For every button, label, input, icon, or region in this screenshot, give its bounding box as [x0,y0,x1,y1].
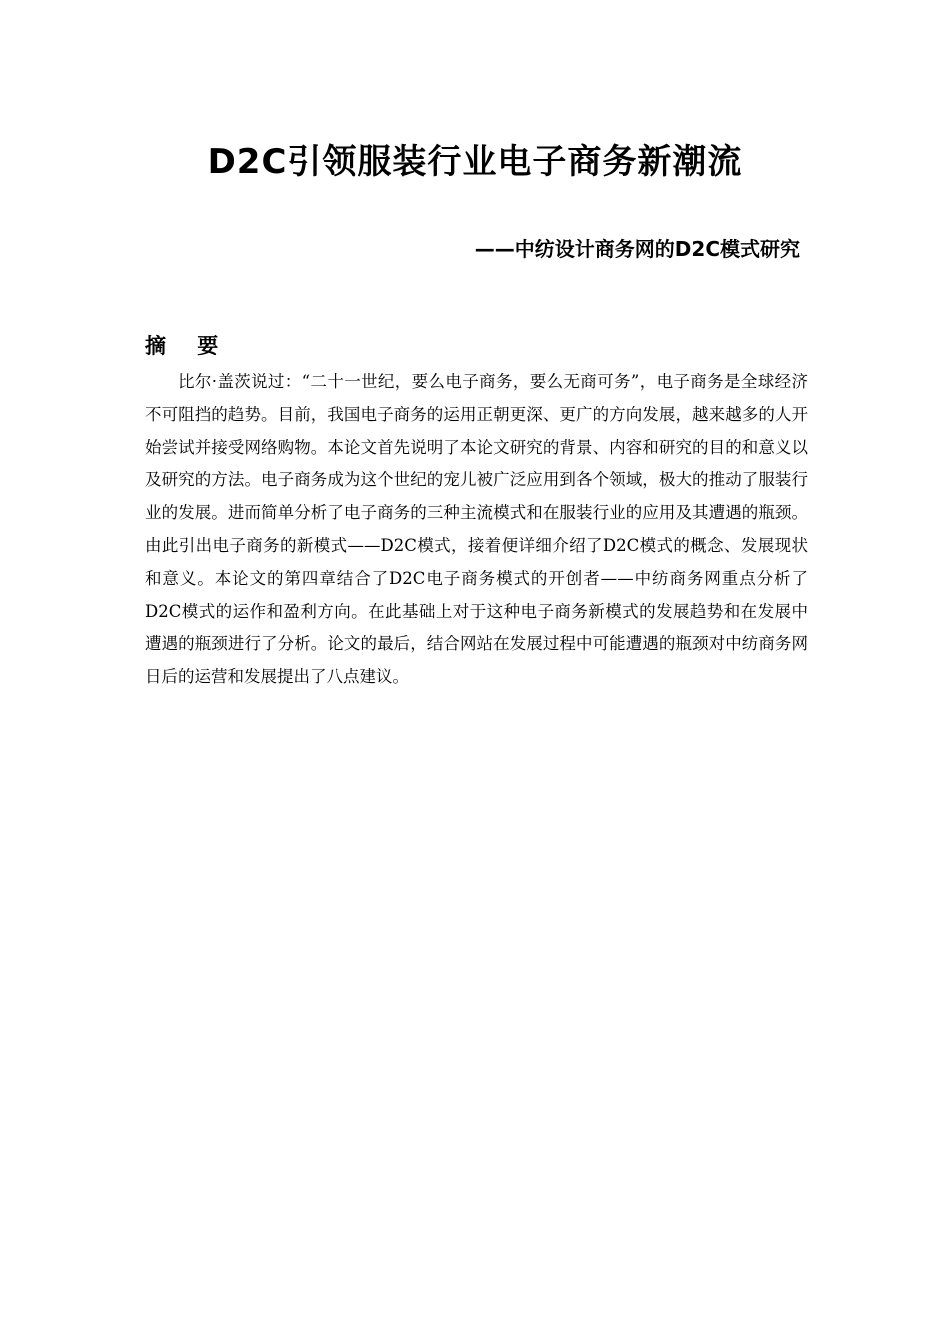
abstract-heading: 摘 要 [145,334,231,358]
document-title: D2C引领服装行业电子商务新潮流 [207,142,743,182]
abstract-body: 比尔·盖茨说过：“二十一世纪，要么电子商务，要么无商可务”，电子商务是全球经济不可阻挡的趋势。目前，我国电子商务的运用正朝更深、更广的方向发展，越来越多的人开始尝试并接受网络购物。本论文首先说明了本论文研究的背景、内容和研究的目的和意义以及研究的方法。电子商务成为这个世纪的宠儿被广泛应用到各个领域，极大的推动了服装行业的发展。进而简单分析了电子商务的三种主流模式和在服装行业的应用及其遭遇的瓶颈。由此引出电子商务的新模式——D2C模式，接着便详细介绍了D2C模式的概念、发展现状和意义。本论文的第四章结合了D2C电子商务模式的开创者——中纺商务网重点分析了D2C模式的运作和盈利方向。在此基础上对于这种电子商务新模式的发展趋势和在发展中遭遇的瓶颈进行了分析。论文的最后，结合网站在发展过程中可能遭遇的瓶颈对中纺商务网日后的运营和发展提出了八点建议。 [145,372,808,687]
document-subtitle: ——中纺设计商务网的D2C模式研究 [474,237,800,261]
